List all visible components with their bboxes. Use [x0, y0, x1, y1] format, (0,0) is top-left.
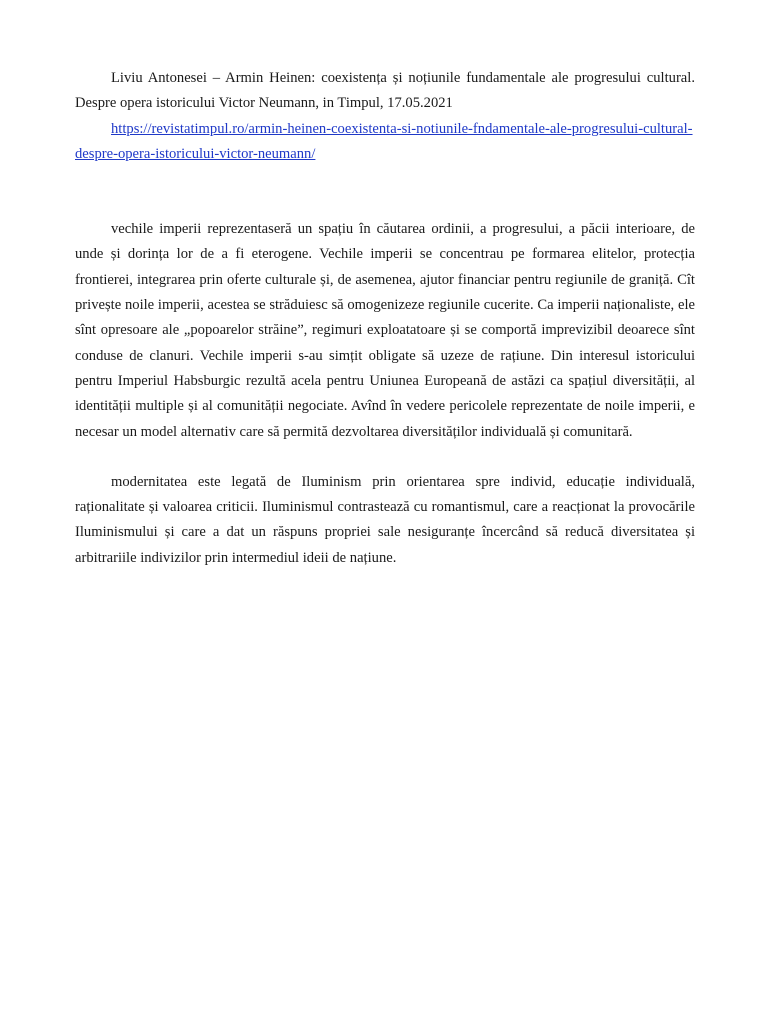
citation-text: Liviu Antonesei – Armin Heinen: coexistența și noțiunile fundamentale ale progresului cultural. Despre opera istoricului Victor Neumann, in Timpul, 17.05.2021 [75, 70, 695, 112]
paragraph-modernity: modernitatea este legată de Iluminism prin orientarea spre individ, educație individuală, raționalitate și valoarea criticii. Iluminismul contrastează cu romantismul, care a reacționat la provocările Iluminismului și care a dat un răspuns propriei sale nesiguranțe încercând să reducă diversitatea și arbitrariile indivizilor prin intermediul ideii de națiune. [75, 473, 695, 566]
spacer [75, 167, 695, 217]
citation-link[interactable]: https://revistatimpul.ro/armin-heinen-coexistenta-si-notiunile-fndamentale-ale-progresului-cultural-despre-opera-istoricului-victor-neumann/ [75, 120, 693, 162]
citation-link-line [75, 117, 695, 168]
paragraph-empires: vechile imperii reprezentaseră un spațiu în căutarea ordinii, a progresului, a păcii interioare, de unde și dorința lor de a fi eterogene. Vechile imperii se concentrau pe formarea elitelor, protecția frontierei, integrarea prin oferte culturale și, de asemenea, ajutor financiar pentru regiunile de graniță. Cît privește noile imperii, acestea se străduiesc să omogenizeze regiunile cucerite. Ca imperii naționaliste, ele sînt opresoare ale „popoarelor străine”, regimuri exploatatoare și se comportă imprevizibil deoarece sînt conduse de clanuri. Vechile imperii s-au simțit obligate să uzeze de rațiune. Din interesul istoricului pentru Imperiul Habsburgic rezultă acela pentru Uniunea Europeană de astăzi ca spațiul diversității, al identității multiple și al comunității negociate. Avînd în vedere pericolele reprezentate de noile imperii, e necesar un model alternativ care să permită dezvoltarea diversităților individuală și comunitară. [75, 221, 695, 440]
document-page [75, 66, 695, 571]
spacer [75, 445, 695, 470]
